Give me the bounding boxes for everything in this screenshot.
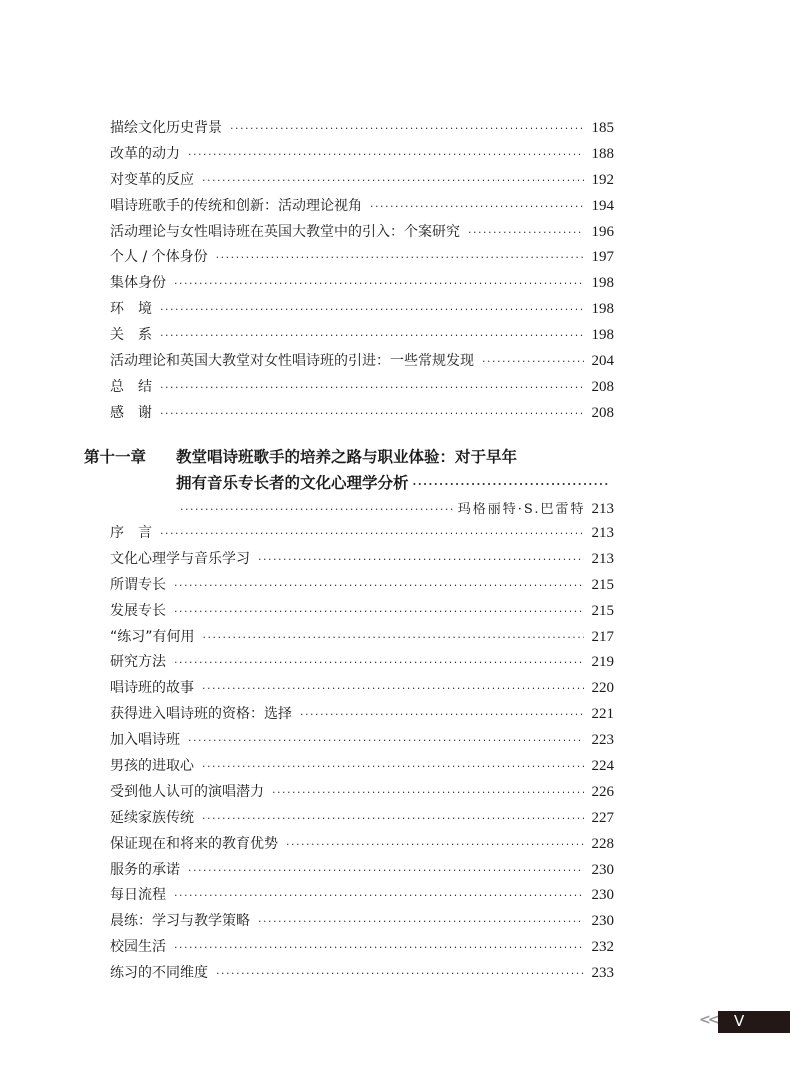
toc-entry[interactable]: [110, 323, 614, 349]
toc-entry-page: 232: [591, 939, 614, 956]
toc-entry-title: 活动理论和英国大教堂对女性唱诗班的引进：一些常规发现: [110, 353, 474, 370]
dot-leader: [370, 194, 584, 220]
toc-section-top: [110, 116, 614, 427]
toc-entry[interactable]: [110, 935, 614, 961]
toc-entry-title: 改革的动力: [110, 145, 180, 162]
toc-entry[interactable]: [110, 909, 614, 935]
dot-leader: [272, 780, 584, 806]
chapter-page[interactable]: 213: [591, 501, 614, 517]
dot-leader: [174, 650, 584, 676]
toc-entry-page: 198: [591, 327, 614, 344]
chapter-title-line1: 教堂唱诗班歌手的培养之路与职业体验：对于早年: [176, 447, 518, 466]
toc-entry-title: “练习”有何用: [110, 628, 195, 645]
toc-entry-page: 227: [591, 809, 614, 826]
toc-entry-title: 每日流程: [110, 887, 166, 904]
toc-entry[interactable]: [110, 702, 614, 728]
toc-entry-page: 208: [591, 404, 614, 421]
toc-entry-title: 男孩的进取心: [110, 758, 194, 775]
toc-entry-title: 唱诗班歌手的传统和创新：活动理论视角: [110, 197, 362, 214]
toc-entry-title: 获得进入唱诗班的资格：选择: [110, 706, 292, 723]
toc-entry[interactable]: [110, 573, 614, 599]
dot-leader: [258, 547, 584, 573]
toc-entry-page: 197: [591, 249, 614, 266]
toc-entry-title: 总 结: [110, 378, 152, 395]
dot-leader: [174, 271, 584, 297]
dot-leader: [174, 599, 584, 625]
toc-entry-page: 185: [591, 120, 614, 136]
dot-leader: [180, 497, 454, 523]
toc-entry-title: 个人 / 个体身份: [110, 249, 208, 266]
toc-entry[interactable]: [110, 832, 614, 858]
toc-entry-page: 213: [591, 525, 614, 541]
page-number: V: [734, 1012, 745, 1030]
toc-entry-title: 校园生活: [110, 939, 166, 956]
toc-entry[interactable]: [110, 116, 614, 142]
dot-leader: [216, 245, 584, 271]
dot-leader: [160, 401, 584, 427]
dot-leader: [174, 883, 584, 909]
dot-leader: [160, 323, 584, 349]
toc-entry-title: 序 言: [110, 525, 152, 541]
toc-entry-page: 220: [591, 680, 614, 697]
dot-leader: [174, 935, 584, 961]
toc-entry-title: 发展专长: [110, 602, 166, 619]
back-arrows-icon: <<: [699, 1012, 717, 1028]
dot-leader: [160, 521, 584, 547]
toc-entry-title: 关 系: [110, 327, 152, 344]
dot-leader: [300, 702, 584, 728]
toc-entry-page: 217: [591, 628, 614, 645]
dot-leader: [188, 728, 584, 754]
toc-entry[interactable]: [110, 858, 614, 884]
toc-entry-page: 198: [591, 301, 614, 318]
dot-leader: [174, 573, 584, 599]
toc-entry-page: 233: [591, 965, 614, 982]
dot-leader: [202, 676, 584, 702]
toc-entry-page: 196: [591, 223, 614, 240]
toc-entry-title: 描绘文化历史背景: [110, 120, 222, 136]
toc-entry-page: 224: [591, 758, 614, 775]
toc-entry-page: 230: [591, 861, 614, 878]
toc-entry-page: 228: [591, 835, 614, 852]
toc-entry[interactable]: [110, 142, 614, 168]
page-number-bar: [718, 1011, 790, 1033]
toc-entry-page: 198: [591, 275, 614, 292]
chapter-number: 第十一章: [84, 447, 147, 466]
toc-entry[interactable]: [110, 245, 614, 271]
toc-entry[interactable]: [110, 271, 614, 297]
dot-leader: [286, 832, 584, 858]
toc-entry-page: 215: [591, 576, 614, 593]
toc-entry[interactable]: [110, 625, 614, 651]
toc-section-bottom: [110, 521, 614, 987]
toc-entry-page: 215: [591, 602, 614, 619]
toc-entry-page: 208: [591, 378, 614, 395]
toc-entry-title: 保证现在和将来的教育优势: [110, 835, 278, 852]
chapter-heading: [84, 444, 614, 522]
dot-leader: [160, 297, 584, 323]
dot-leader: [413, 472, 610, 498]
toc-entry-title: 活动理论与女性唱诗班在英国大教堂中的引入：个案研究: [110, 223, 460, 240]
toc-entry[interactable]: [110, 521, 614, 547]
toc-entry-title: 对变革的反应: [110, 171, 194, 188]
dot-leader: [230, 116, 584, 142]
toc-entry[interactable]: [110, 961, 614, 987]
toc-entry-page: 230: [591, 887, 614, 904]
toc-entry-page: 221: [591, 706, 614, 723]
toc-entry-page: 219: [591, 654, 614, 671]
toc-entry-title: 文化心理学与音乐学习: [110, 550, 250, 567]
toc-entry[interactable]: [110, 547, 614, 573]
toc-entry-title: 感 谢: [110, 404, 152, 421]
dot-leader: [160, 375, 584, 401]
toc-entry[interactable]: [110, 375, 614, 401]
dot-leader: [216, 961, 584, 987]
toc-entry[interactable]: [110, 676, 614, 702]
dot-leader: [482, 349, 584, 375]
toc-entry-page: 188: [591, 145, 614, 162]
toc-entry-title: 延续家族传统: [110, 809, 194, 826]
toc-entry-title: 加入唱诗班: [110, 732, 180, 749]
toc-entry-page: 194: [591, 197, 614, 214]
dot-leader: [202, 168, 584, 194]
dot-leader: [468, 220, 584, 246]
toc-entry-page: 226: [591, 783, 614, 800]
toc-entry-title: 研究方法: [110, 654, 166, 671]
toc-entry[interactable]: [110, 349, 614, 375]
toc-entry[interactable]: [110, 599, 614, 625]
toc-entry-title: 练习的不同维度: [110, 965, 208, 982]
dot-leader: [188, 858, 584, 884]
toc-entry[interactable]: [110, 650, 614, 676]
toc-entry-page: 204: [591, 353, 614, 370]
toc-entry-title: 集体身份: [110, 275, 166, 292]
toc-entry-title: 晨练：学习与教学策略: [110, 913, 250, 930]
toc-entry[interactable]: [110, 220, 614, 246]
dot-leader: [188, 142, 584, 168]
chapter-title-line2: 拥有音乐专长者的文化心理学分析: [176, 473, 409, 492]
toc-entry[interactable]: [110, 754, 614, 780]
toc-entry-page: 213: [591, 550, 614, 567]
toc-entry[interactable]: [110, 780, 614, 806]
toc-entry-title: 环 境: [110, 301, 152, 318]
dot-leader: [202, 754, 584, 780]
toc-entry-title: 所谓专长: [110, 576, 166, 593]
chapter-author: 玛格丽特·S.巴雷特: [457, 502, 586, 517]
toc-entry-page: 230: [591, 913, 614, 930]
dot-leader: [202, 806, 584, 832]
toc-entry[interactable]: [110, 728, 614, 754]
toc-entry[interactable]: [110, 883, 614, 909]
toc-entry[interactable]: [110, 194, 614, 220]
toc-entry[interactable]: [110, 401, 614, 427]
toc-entry[interactable]: [110, 168, 614, 194]
toc-entry-title: 唱诗班的故事: [110, 680, 194, 697]
toc-entry-page: 192: [591, 171, 614, 188]
dot-leader: [203, 625, 584, 651]
toc-entry-title: 服务的承诺: [110, 861, 180, 878]
toc-entry-title: 受到他人认可的演唱潜力: [110, 783, 264, 800]
toc-entry[interactable]: [110, 297, 614, 323]
toc-entry[interactable]: [110, 806, 614, 832]
dot-leader: [258, 909, 584, 935]
toc-entry-page: 223: [591, 732, 614, 749]
